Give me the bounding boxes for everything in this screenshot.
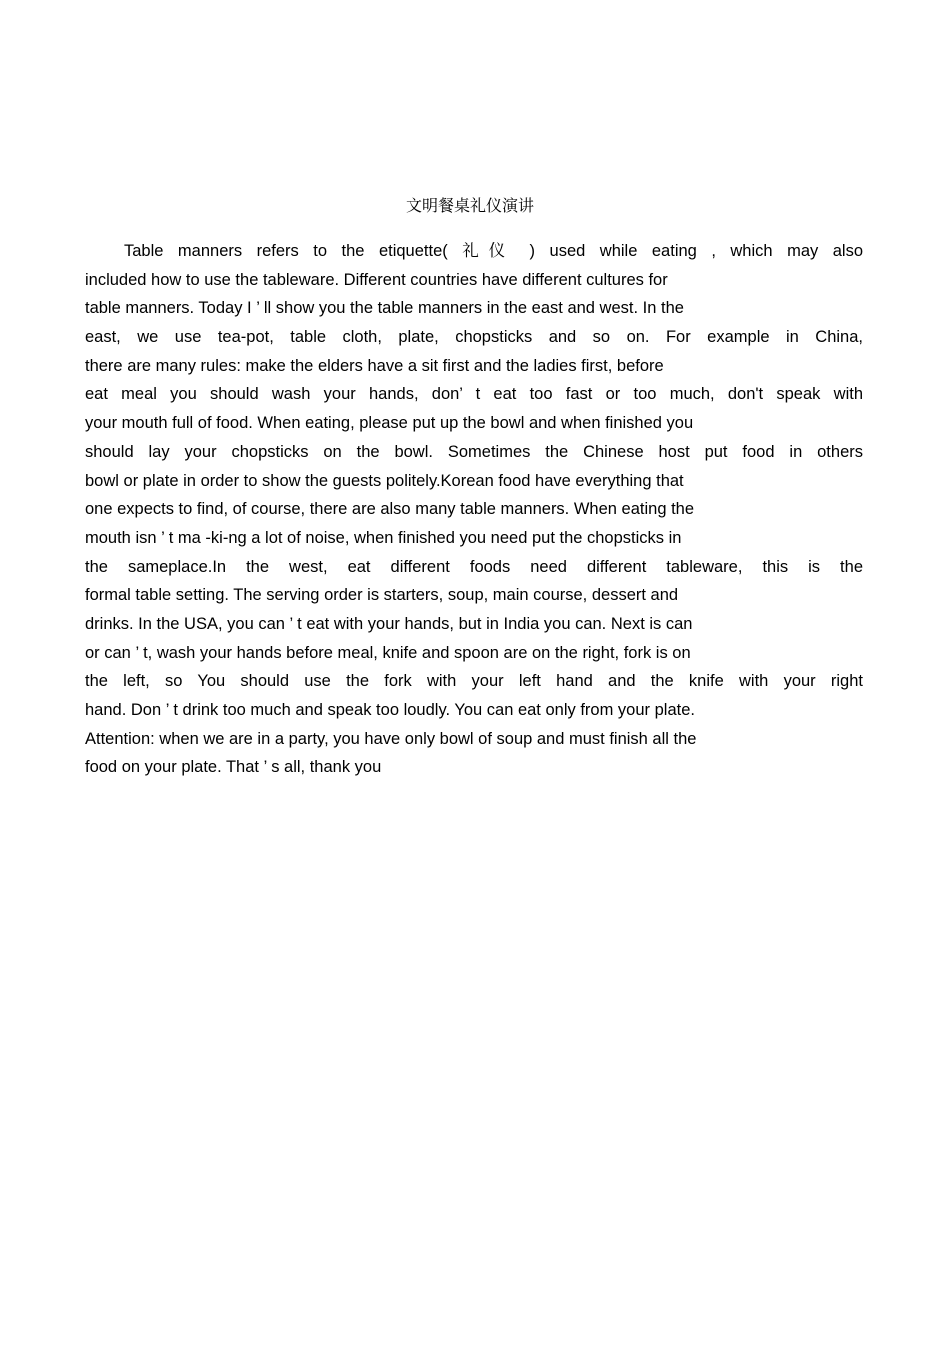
text-line: Attention: when we are in a party, you have only bowl of soup and must finish all the xyxy=(85,729,697,748)
text-line: east, we use tea-pot, table cloth, plate, chopsticks and so on. For example in China, xyxy=(85,328,863,347)
text-line: drinks. In the USA, you can ’ t eat with your hands, but in India you can. Next is can xyxy=(85,614,693,633)
text-line: there are many rules: make the elders have a sit first and the ladies first, before xyxy=(85,356,664,375)
text-line: bowl or plate in order to show the guests politely.Korean food have everything that xyxy=(85,471,684,490)
text-line: the sameplace.In the west, eat different foods need different tableware, this is the xyxy=(85,557,863,576)
text-line: table manners. Today I ’ ll show you the table manners in the east and west. In the xyxy=(85,299,684,318)
text-line: eat meal you should wash your hands, don’ t eat too fast or too much, don't speak with xyxy=(85,385,863,404)
text-line: Table manners refers to the etiquette( 礼仪 ) used while eating , which may also xyxy=(124,242,863,260)
text-line: one expects to find, of course, there are also many table manners. When eating the xyxy=(85,500,695,519)
text-line: the left, so You should use the fork with your left hand and the knife with your right xyxy=(85,672,863,691)
text-line: should lay your chopsticks on the bowl. Sometimes the Chinese host put food in others xyxy=(85,442,863,461)
text-line: or can ’ t, wash your hands before meal, knife and spoon are on the right, fork is on xyxy=(85,643,691,662)
text-line: your mouth full of food. When eating, please put up the bowl and when finished you xyxy=(85,414,694,433)
text-line: food on your plate. That ’ s all, thank you xyxy=(85,758,382,777)
text-line: included how to use the tableware. Different countries have different cultures for xyxy=(85,270,668,289)
document-title: 文明餐桌礼仪演讲 xyxy=(405,196,534,215)
text-line: formal table setting. The serving order is starters, soup, main course, dessert and xyxy=(85,586,679,605)
document-body xyxy=(85,237,863,782)
text-line: mouth isn ’ t ma -ki-ng a lot of noise, when finished you need put the chopsticks in xyxy=(85,528,682,547)
text-line: hand. Don ’ t drink too much and speak too loudly. You can eat only from your plate. xyxy=(85,701,695,719)
